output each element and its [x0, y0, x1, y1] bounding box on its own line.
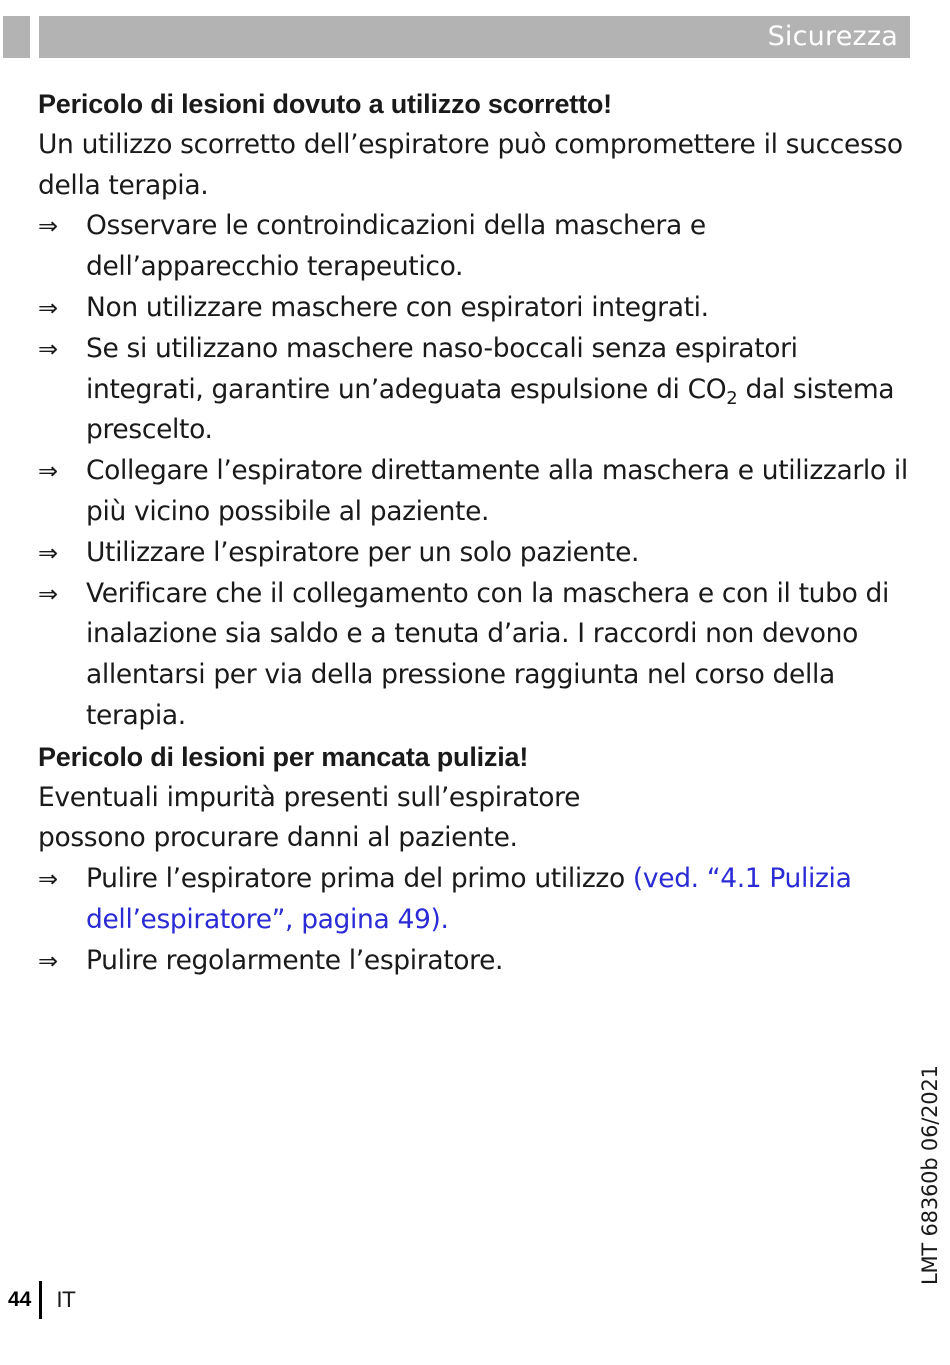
list-item — [38, 941, 918, 982]
list-item-text: Utilizzare l’espiratore per un solo paziente. — [86, 536, 640, 568]
footer-divider — [39, 1281, 42, 1319]
list-item — [38, 206, 918, 288]
list-item-text: Collegare l’espiratore direttamente alla maschera e utilizzarlo il più vicino possibile al paziente. — [86, 455, 908, 527]
warning-heading-cleaning: Pericolo di lesioni per mancata pulizia! — [38, 741, 529, 772]
arrow-right-icon: ⇒ — [38, 865, 58, 894]
list-item — [38, 574, 918, 737]
instruction-list-cleaning — [38, 859, 918, 981]
list-item-text: Osservare le controindicazioni della maschera e dell’apparecchio terapeutico. — [86, 210, 706, 283]
warning-text-cleaning-line2: possono procurare danni al paziente. — [38, 822, 518, 854]
section-title: Sicurezza — [767, 21, 898, 52]
language-code: IT — [56, 1288, 76, 1312]
list-item-text: Verificare che il collegamento con la maschera e con il tubo di inalazione sia saldo e a tenuta d’aria. I raccordi non devono allentarsi per via della pressione raggiunta nel corso della terapia. — [86, 577, 889, 731]
list-item-text: Pulire regolarmente l’espiratore. — [86, 944, 504, 976]
list-item-text-tail: dal sistema prescelto. — [86, 373, 895, 446]
arrow-right-icon: ⇒ — [38, 457, 58, 486]
header-side-block — [3, 16, 30, 58]
list-item-text: Se si utilizzano maschere naso-boccali senza espiratori integrati, garantire un’adeguata espulsione di CO — [86, 332, 798, 405]
arrow-right-icon: ⇒ — [38, 293, 58, 322]
list-item — [38, 288, 918, 329]
page-content — [38, 84, 918, 982]
arrow-right-icon: ⇒ — [38, 538, 58, 567]
warning-heading-misuse: Pericolo di lesioni dovuto a utilizzo scorretto! — [38, 89, 612, 119]
list-item — [38, 533, 918, 574]
co2-subscript: 2 — [726, 387, 738, 409]
page-footer — [8, 1281, 75, 1319]
arrow-right-icon: ⇒ — [38, 334, 58, 363]
document-code: LMT 68360b 06/2021 — [918, 1065, 942, 1285]
page-number: 44 — [8, 1288, 32, 1311]
list-item-text: Pulire l’espiratore prima del primo utilizzo — [86, 863, 633, 895]
instruction-list-misuse — [38, 206, 918, 736]
arrow-right-icon: ⇒ — [38, 212, 58, 241]
list-item — [38, 451, 918, 533]
section-header-bar — [39, 16, 910, 58]
cross-reference-link[interactable]: (ved. “4.1 Pulizia dell’espiratore”, pagina 49). — [86, 863, 852, 935]
warning-text-cleaning-line1: Eventuali impurità presenti sull’espiratore — [38, 781, 581, 813]
warning-text-misuse: Un utilizzo scorretto dell’espiratore può compromettere il successo della terapia. — [38, 128, 903, 201]
arrow-right-icon: ⇒ — [38, 946, 58, 975]
list-item — [38, 329, 918, 451]
list-item-text: Non utilizzare maschere con espiratori integrati. — [86, 291, 709, 323]
list-item — [38, 859, 918, 941]
arrow-right-icon: ⇒ — [38, 579, 58, 608]
